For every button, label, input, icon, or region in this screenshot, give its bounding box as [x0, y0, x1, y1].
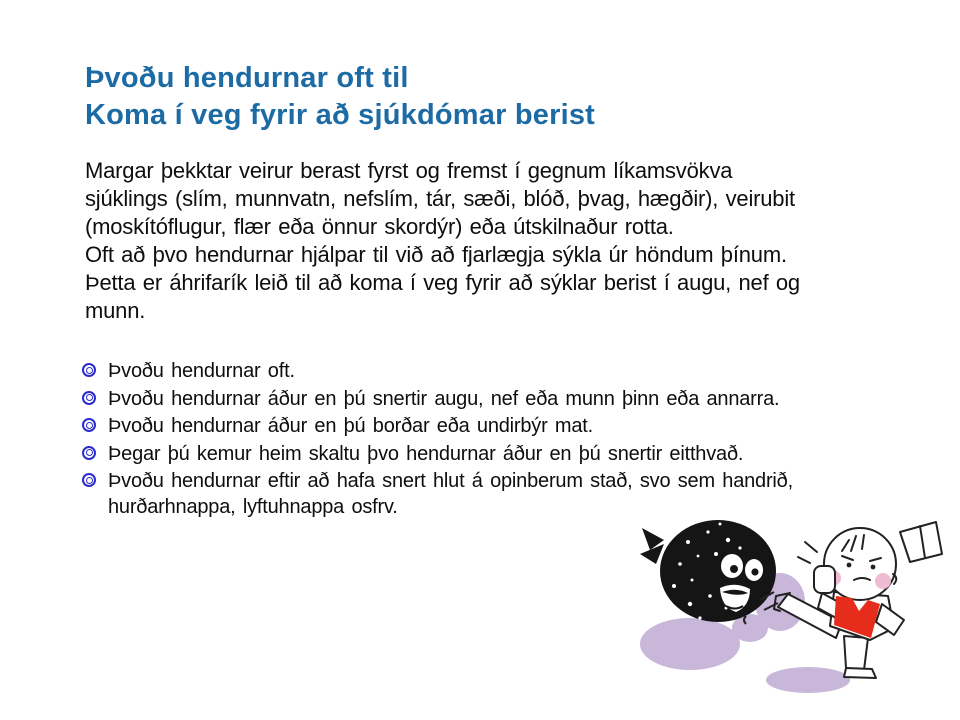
bullet-text: Þvoðu hendurnar oft.: [108, 360, 295, 382]
paragraph-line: sjúklings (slím, munnvatn, nefslím, tár, sæði, blóð, þvag, hægðir), veirubit: [85, 186, 795, 211]
double-circle-bullet-icon: [82, 363, 96, 377]
list-item: [82, 359, 922, 385]
page-title: [85, 60, 595, 134]
bullet-text: Þvoðu hendurnar eftir að hafa snert hlut á opinberum stað, svo sem handrið, hurðarhnappa, lyftuhnappa osfrv.: [108, 470, 793, 518]
paragraph-line: Oft að þvo hendurnar hjálpar til við að fjarlægja sýkla úr höndum þínum.: [85, 242, 787, 267]
bullet-text: Þvoðu hendurnar áður en þú borðar eða undirbýr mat.: [108, 415, 593, 437]
list-item: [82, 442, 922, 468]
double-circle-bullet-icon: [82, 418, 96, 432]
title-line-2: Koma í veg fyrir að sjúkdómar berist: [85, 99, 596, 131]
paragraph-line: Þetta er áhrifarík leið til að koma í veg fyrir að sýklar berist í augu, nef og: [85, 270, 800, 295]
double-circle-bullet-icon: [82, 391, 96, 405]
list-item: [82, 414, 922, 440]
germ-kick-illustration: [630, 508, 960, 718]
paragraph-line: (moskítóflugur, flær eða önnur skordýr) eða útskilnaður rotta.: [85, 214, 674, 239]
child-character: [774, 522, 942, 678]
body-paragraph: [85, 157, 915, 325]
bullet-text: Þvoðu hendurnar áður en þú snertir augu, nef eða munn þinn eða annarra.: [108, 387, 780, 410]
paragraph-line: Margar þekktar veirur berast fyrst og fremst í gegnum líkamsvökva: [85, 158, 733, 183]
paragraph-line: munn.: [85, 298, 146, 323]
bullet-list: [82, 359, 922, 522]
title-line-1: Þvoðu hendurnar oft til: [85, 62, 409, 94]
bullet-text: Þegar þú kemur heim skaltu þvo hendurnar áður en þú snertir eitthvað.: [108, 442, 744, 465]
list-item: [82, 387, 922, 413]
double-circle-bullet-icon: [82, 473, 96, 487]
double-circle-bullet-icon: [82, 446, 96, 460]
germ-character: [640, 520, 778, 624]
